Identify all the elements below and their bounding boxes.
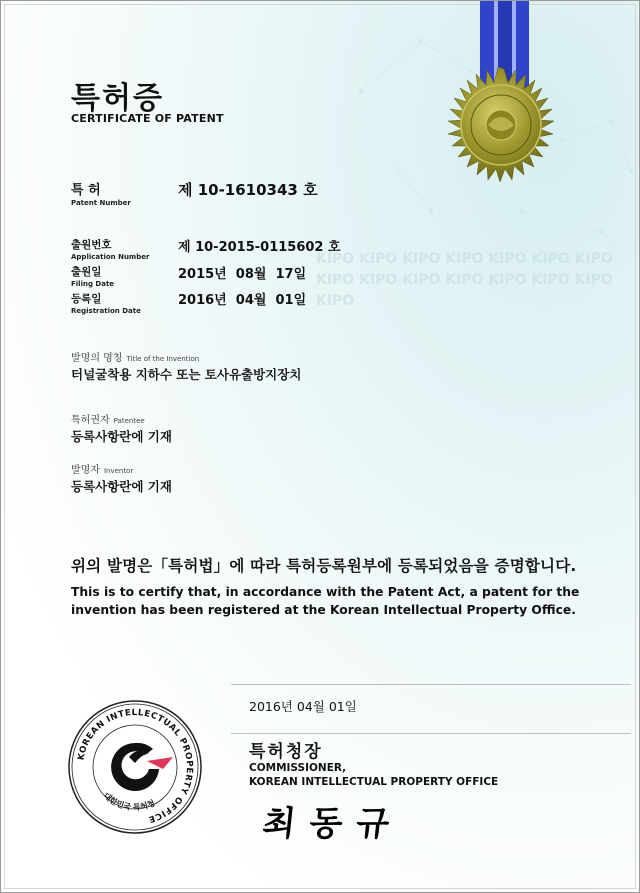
- application-number-value: 제 10-2015-0115602 호: [178, 240, 341, 255]
- filing-date-value: 2015년 08월 17일: [178, 267, 307, 282]
- divider-mid: [231, 733, 631, 734]
- svg-text:KOREAN INTELLECTUAL PROPERTY O: KOREAN INTELLECTUAL PROPERTY OFFICE: [76, 707, 195, 825]
- application-number-label: 출원번호 Application Number: [71, 239, 150, 261]
- registration-date-label: 등록일 Registration Date: [71, 293, 141, 315]
- issue-date: 2016년 04월 01일: [249, 699, 357, 714]
- commissioner-title-ko: 특허청장: [249, 742, 323, 762]
- commissioner-title-en: COMMISSIONER, KOREAN INTELLECTUAL PROPERTY OFFICE: [249, 762, 499, 788]
- registration-date-value: 2016년 04월 01일: [178, 293, 307, 308]
- patentee-value: 등록사항란에 기재: [71, 429, 172, 444]
- invention-title-value: 터널굴착용 지하수 또는 토사유출방지장치: [71, 367, 302, 382]
- inventor-value: 등록사항란에 기재: [71, 479, 172, 494]
- certificate-title: 특허증: [71, 81, 164, 116]
- patent-number-label: 특 허 Patent Number: [71, 183, 131, 207]
- inventor-label: 발명자 Inventor: [71, 465, 134, 476]
- kipo-watermark: KIPO KIPO KIPO KIPO KIPO KIPO KIPO KIPO KIPO KIPO KIPO KIPO KIPO KIPO KIPO: [316, 251, 613, 309]
- invention-label: 발명의 명칭 Title of the Invention: [71, 353, 200, 364]
- svg-text:대한민국 특허청: 대한민국 특허청: [101, 791, 157, 813]
- commissioner-signature: 최동규: [260, 804, 406, 844]
- kipo-office-seal: [67, 699, 203, 835]
- patentee-label: 특허권자 Patentee: [71, 415, 145, 426]
- certification-statement-en: This is to certify that, in accordance with the Patent Act, a patent for the invention has been registered at the Korean Intellectual Property Office.: [71, 585, 580, 617]
- divider-top: [231, 684, 631, 685]
- patent-number-value: 제 10-1610343 호: [178, 181, 318, 199]
- certification-statement-ko: 위의 발명은「특허법」에 따라 특허등록원부에 등록되었음을 증명합니다.: [71, 557, 577, 575]
- filing-date-label: 출원일 Filing Date: [71, 266, 115, 288]
- gold-seal-emblem: [416, 1, 586, 231]
- certificate-title-en: CERTIFICATE OF PATENT: [71, 112, 224, 125]
